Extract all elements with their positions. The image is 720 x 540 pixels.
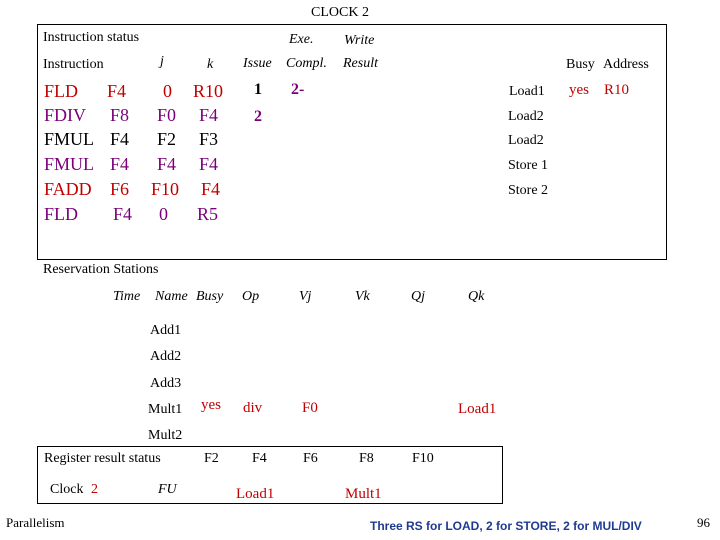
rs-col-op: Op (242, 289, 260, 304)
fu-f4: Load1 (236, 486, 275, 502)
buffer-name: Load1 (509, 84, 545, 99)
clock-label: Clock (50, 482, 84, 497)
clock-title: CLOCK 2 (311, 5, 369, 20)
instr-dest: F4 (107, 81, 127, 101)
instr-dest: F4 (110, 154, 130, 174)
reg-f6: F6 (303, 451, 318, 466)
rs-qk: Load1 (458, 401, 497, 417)
instr-op: FLD (44, 81, 79, 101)
instr-dest: F6 (110, 179, 130, 199)
rs-col-name: Name (155, 289, 188, 304)
instr-j: 0 (159, 204, 168, 224)
instr-k: F3 (199, 129, 219, 149)
instr-j: 0 (163, 81, 172, 101)
rs-op: div (243, 400, 263, 416)
col-exe-top: Exe. (289, 32, 314, 47)
instr-op: FDIV (44, 105, 87, 125)
instr-j: F10 (151, 179, 180, 199)
instr-j: F0 (157, 105, 177, 125)
rs-name: Add1 (150, 323, 182, 338)
fu-f8: Mult1 (345, 486, 382, 502)
instr-k: F4 (199, 105, 219, 125)
reg-f2: F2 (204, 451, 219, 466)
instr-k: F4 (199, 154, 219, 174)
instr-k: F4 (201, 179, 221, 199)
rs-vj: F0 (302, 400, 318, 416)
footer-left: Parallelism (6, 515, 65, 530)
reg-f8: F8 (359, 451, 374, 466)
instr-dest: F4 (113, 204, 133, 224)
instr-op: FMUL (44, 154, 95, 174)
instr-issue: 1 (254, 81, 262, 98)
col-busy: Busy (566, 57, 595, 72)
instr-dest: F8 (110, 105, 130, 125)
rs-name: Add2 (150, 349, 182, 364)
instr-k: R5 (197, 204, 219, 224)
instr-j: F2 (157, 129, 177, 149)
buffer-name: Load2 (508, 109, 544, 124)
instr-j: F4 (157, 154, 177, 174)
rs-name: Add3 (150, 376, 182, 391)
rs-col-qk: Qk (468, 289, 485, 304)
rs-col-vj: Vj (299, 289, 312, 304)
col-write-top: Write (344, 33, 375, 48)
instr-exe: 2- (291, 81, 305, 98)
fu-label: FU (158, 482, 177, 497)
instr-k: R10 (193, 81, 224, 101)
buffer-address: R10 (604, 82, 630, 98)
rs-col-vk: Vk (355, 289, 370, 304)
col-issue: Issue (243, 56, 272, 71)
register-result-label: Register result status (44, 451, 161, 466)
reg-f10: F10 (412, 451, 434, 466)
col-exe-bottom: Compl. (286, 56, 327, 71)
instr-issue: 2 (254, 108, 262, 125)
buffer-name: Store 2 (508, 183, 549, 198)
footer-center: Three RS for LOAD, 2 for STORE, 2 for MUL/DIV (370, 519, 642, 533)
rs-name: Mult1 (148, 402, 183, 417)
page-number: 96 (697, 515, 710, 530)
reservation-stations-title: Reservation Stations (43, 262, 159, 277)
rs-col-qj: Qj (411, 289, 425, 304)
buffer-busy: yes (569, 82, 589, 98)
rs-busy: yes (201, 397, 221, 413)
rs-col-busy: Busy (196, 289, 224, 304)
col-address: Address (603, 57, 649, 72)
reg-f4: F4 (252, 451, 267, 466)
col-j: j (160, 54, 164, 69)
rs-col-time: Time (113, 289, 141, 304)
col-k: k (207, 57, 214, 72)
col-write-bottom: Result (343, 56, 378, 71)
instr-op: FADD (44, 179, 92, 199)
instr-op: FLD (44, 204, 79, 224)
instruction-status-title: Instruction status (43, 30, 140, 45)
rs-name: Mult2 (148, 428, 183, 443)
buffer-name: Load2 (508, 133, 544, 148)
buffer-name: Store 1 (508, 158, 549, 173)
clock-value: 2 (91, 482, 98, 497)
col-instruction: Instruction (43, 57, 104, 72)
instr-op: FMUL (44, 129, 95, 149)
instr-dest: F4 (110, 129, 130, 149)
